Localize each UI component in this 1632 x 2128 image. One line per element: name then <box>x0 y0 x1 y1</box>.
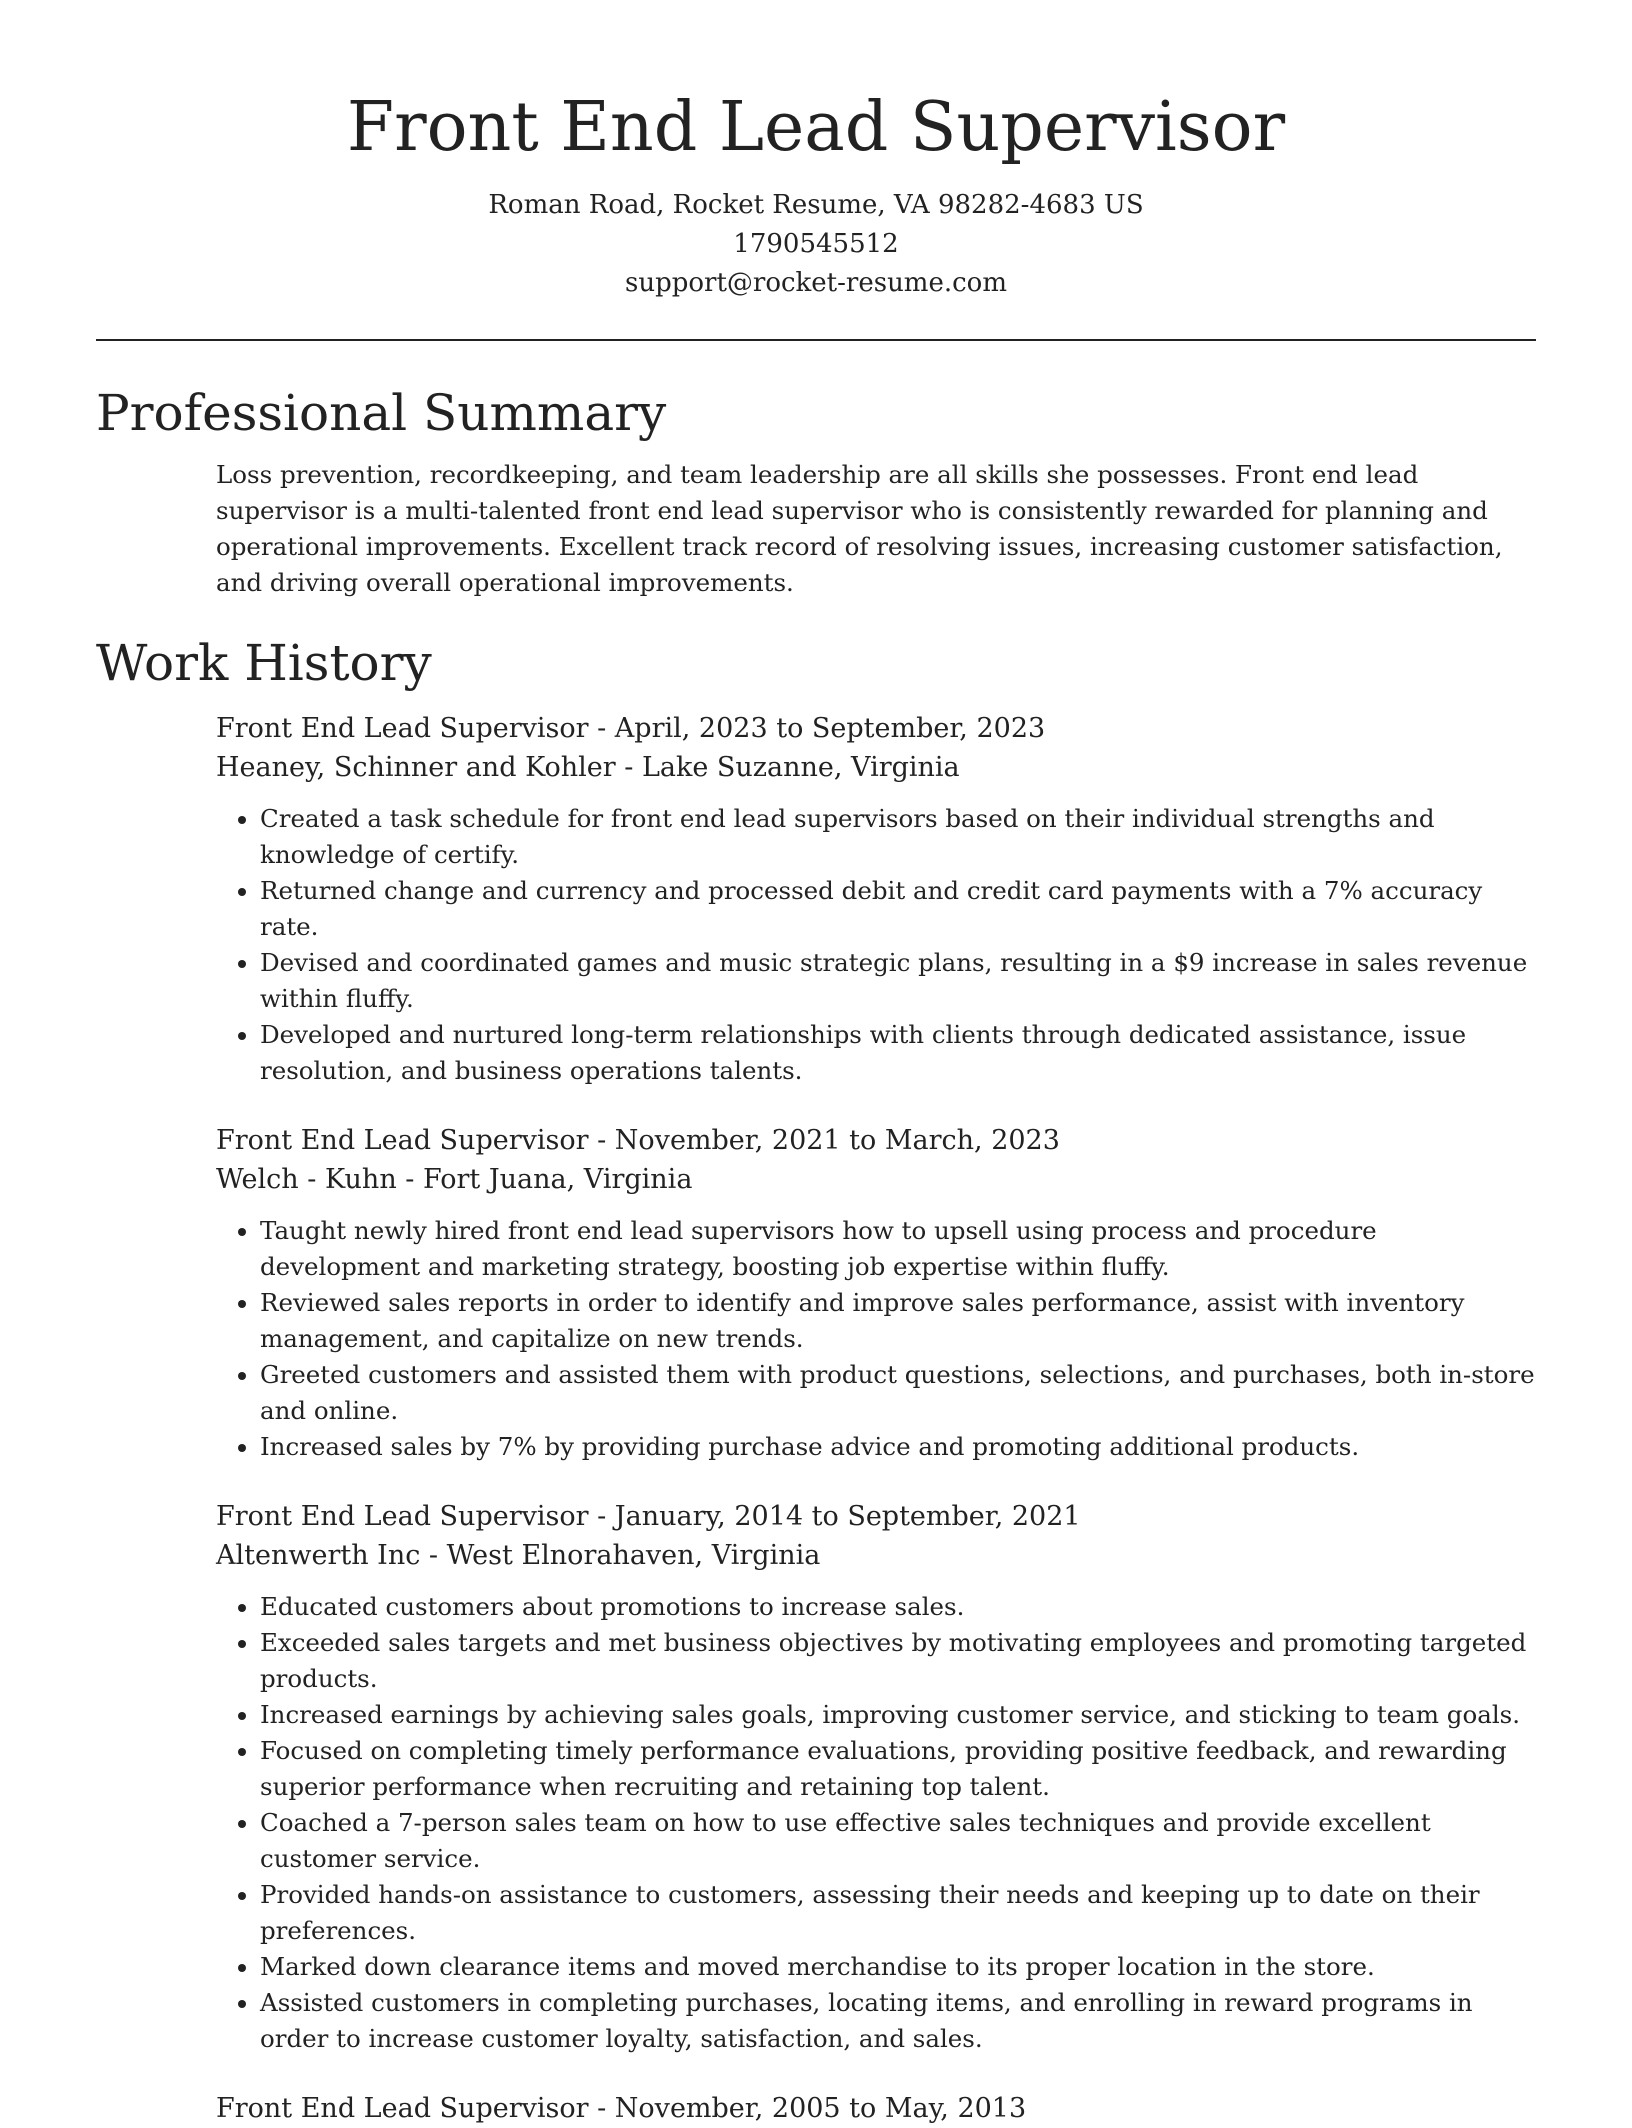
job-bullet: • Focused on completing timely performance evaluations, providing positive feedback, and rewarding superior performance when recruiting and retaining top talent. <box>260 1733 1536 1805</box>
work-entry <box>216 2089 1536 2128</box>
job-bullet: • Coached a 7-person sales team on how to use effective sales techniques and provide excellent customer service. <box>260 1805 1536 1877</box>
job-title-dates: Front End Lead Supervisor - January, 2014 to September, 2021 <box>216 1501 1081 1532</box>
job-company-location: Altenwerth Inc - West Elnorahaven, Virginia <box>216 1540 821 1571</box>
job-title-dates: Front End Lead Supervisor - November, 2005 to May, 2013 <box>216 2093 1027 2124</box>
work-entry-header <box>216 1121 1536 1199</box>
contact-address: Roman Road, Rocket Resume, VA 98282-4683 US <box>488 190 1144 220</box>
contact-email: support@rocket-resume.com <box>624 268 1007 298</box>
work-history-heading: Work History <box>96 634 432 692</box>
job-bullet: • Reviewed sales reports in order to identify and improve sales performance, assist with inventory management, and capitalize on new trends. <box>260 1285 1536 1357</box>
contact-block <box>96 186 1536 303</box>
job-bullet: • Greeted customers and assisted them with product questions, selections, and purchases, both in-store and online. <box>260 1357 1536 1429</box>
contact-phone: 1790545512 <box>733 229 899 259</box>
job-bullet: • Marked down clearance items and moved merchandise to its proper location in the store. <box>260 1949 1536 1985</box>
work-entry <box>216 709 1536 1089</box>
page-title: Front End Lead Supervisor <box>346 88 1286 167</box>
job-bullet: • Taught newly hired front end lead supervisors how to upsell using process and procedure development and marketing strategy, boosting job expertise within fluffy. <box>260 1213 1536 1285</box>
header-divider <box>96 339 1536 341</box>
work-history-list <box>96 709 1536 2128</box>
summary-heading: Professional Summary <box>96 384 667 442</box>
job-bullet-list <box>216 1589 1536 2057</box>
job-bullet: • Increased earnings by achieving sales goals, improving customer service, and sticking to team goals. <box>260 1697 1536 1733</box>
work-entry-header <box>216 2089 1536 2128</box>
job-bullet: • Developed and nurtured long-term relationships with clients through dedicated assistance, issue resolution, and business operations talents. <box>260 1017 1536 1089</box>
work-entry <box>216 1497 1536 2057</box>
job-bullet: • Assisted customers in completing purchases, locating items, and enrolling in reward programs in order to increase customer loyalty, satisfaction, and sales. <box>260 1985 1536 2057</box>
job-company-location: Heaney, Schinner and Kohler - Lake Suzanne, Virginia <box>216 752 960 783</box>
resume-page <box>96 0 1536 2128</box>
job-bullet: • Devised and coordinated games and music strategic plans, resulting in a $9 increase in sales revenue within fluffy. <box>260 945 1536 1017</box>
work-entry <box>216 1121 1536 1465</box>
job-title-dates: Front End Lead Supervisor - April, 2023 to September, 2023 <box>216 713 1046 744</box>
job-bullet: • Exceeded sales targets and met business objectives by motivating employees and promoting targeted products. <box>260 1625 1536 1697</box>
job-company-location: Welch - Kuhn - Fort Juana, Virginia <box>216 1164 693 1195</box>
work-entry-header <box>216 1497 1536 1575</box>
summary-text: Loss prevention, recordkeeping, and team leadership are all skills she possesses. Front end lead supervisor is a multi-talented front end lead supervisor who is consistently rewarded for planning and operational improvements. Excellent track record of resolving issues, increasing customer satisfaction, and driving overall operational improvements. <box>216 460 1503 597</box>
job-bullet-list <box>216 1213 1536 1465</box>
job-bullet: • Returned change and currency and processed debit and credit card payments with a 7% accuracy rate. <box>260 873 1536 945</box>
job-bullet: • Educated customers about promotions to increase sales. <box>260 1589 1536 1625</box>
job-title-dates: Front End Lead Supervisor - November, 2021 to March, 2023 <box>216 1125 1060 1156</box>
job-bullet: • Increased sales by 7% by providing purchase advice and promoting additional products. <box>260 1429 1536 1465</box>
job-bullet: • Provided hands-on assistance to customers, assessing their needs and keeping up to date on their preferences. <box>260 1877 1536 1949</box>
job-bullet: • Created a task schedule for front end lead supervisors based on their individual strengths and knowledge of certify. <box>260 801 1536 873</box>
job-bullet-list <box>216 801 1536 1089</box>
work-entry-header <box>216 709 1536 787</box>
